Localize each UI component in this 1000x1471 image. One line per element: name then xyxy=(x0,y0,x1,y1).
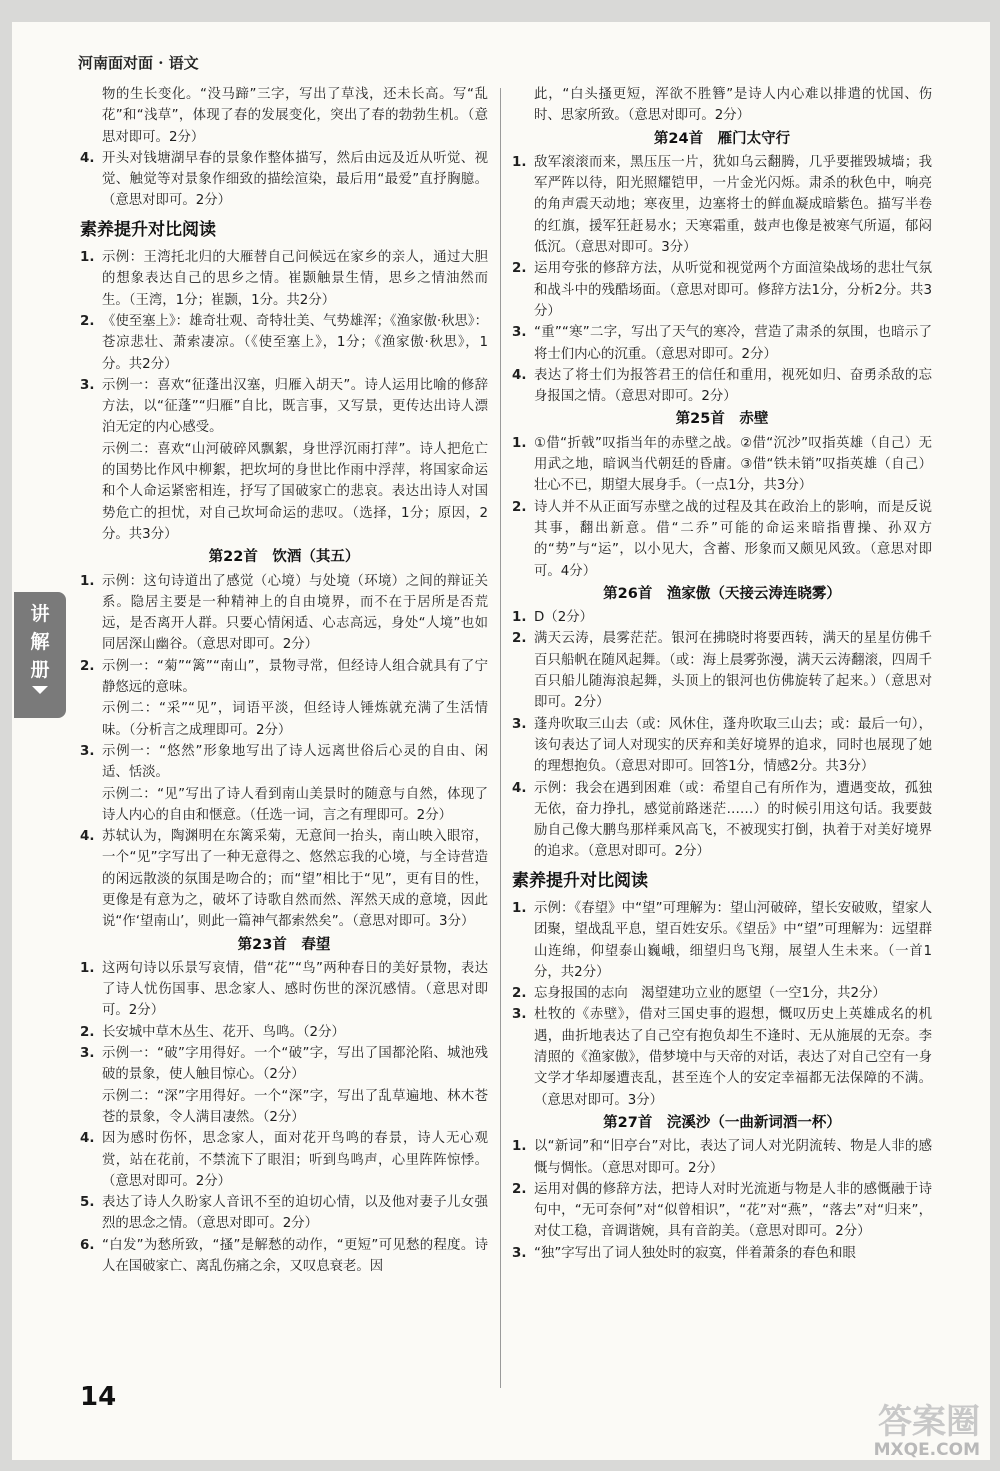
answer-item: 2. 满天云涛，晨雾茫茫。银河在拂晓时将要西转，满天的星星仿佛千百只船帆在随风起舞。（或：海上晨雾弥漫，满天云涛翻滚，四周千百只船儿随海浪起舞，头顶上的银河也仿佛旋转了起来。）（意思对即可。2分） xyxy=(512,631,932,711)
answer-item: 4. 表达了将士们为报答君王的信任和重用，视死如归、奋勇杀敌的忘身报国之情。（意思对即可。2分） xyxy=(512,367,932,405)
watermark-logo xyxy=(820,1404,980,1460)
answer-item: 3. 示例一：“破”字用得好。一个“破”字，写出了国都沦陷、城池残破的景象，使人触目惊心。（2分） xyxy=(80,1046,488,1083)
answer-example: 示例二：“采”“见”，词语平淡，但经诗人锤炼就充满了生活情味。（分析言之成理即可。2分） xyxy=(102,701,488,738)
answer-item: 1. 敌军滚滚而来，黑压压一片，犹如乌云翻腾，几乎要摧毁城墙；我军严阵以待，阳光照耀铠甲，一片金光闪烁。肃杀的秋色中，响亮的角声震天动地；寒夜里，边塞将士的鲜血凝成暗紫色。描写半卷的红旗，援军狂赶易水；天寒霜重，鼓声也像是被寒气所逼，郁闷低沉。（意思对即可。3分） xyxy=(512,154,932,256)
poem-title: 第23首 春望 xyxy=(237,936,331,953)
answer-item: 1. 示例：《春望》中“望”可理解为：望山河破碎，望长安破败，望家人团聚，望战乱平息，望百姓安乐。《望岳》中“望”可理解为：远望群山连绵，仰望泰山巍峨，细望归鸟飞翔，展望人生未来。（一首1分，共2分） xyxy=(512,900,932,980)
answer-item: 2. 运用对偶的修辞方法，把诗人对时光流逝与物是人非的感慨融于诗句中，“无可奈何”对“似曾相识”，“花”对“燕”，“落去”对“归来”，对仗工稳，音调谐婉，具有音韵美。（意思对即可。2分） xyxy=(512,1181,932,1240)
answer-item: 2. 示例一：“菊”“篱”“南山”，景物寻常，但经诗人组合就具有了宁静悠远的意味。 xyxy=(80,658,488,696)
answer-item: 4. 苏轼认为，陶渊明在东篱采菊，无意间一抬头，南山映入眼帘，一个“见”字写出了一种无意得之、悠然忘我的心境，与全诗营造的闲远散淡的氛围是吻合的；而“望”相比于“见”，更有目的性，更像是有意为之，破坏了诗歌自然而然、浑然天成的意境，因此说“作‘望南山’，则此一篇神气都索然矣”。（意思对即可。3分） xyxy=(80,829,488,930)
section-heading: 素养提升对比阅读 xyxy=(512,870,648,891)
poem-title: 第25首 赤壁 xyxy=(675,411,769,428)
answer-item: 4. 示例：我会在遇到困难（或：希望自己有所作为，遭遇变故，孤独无依，奋力挣扎，感觉前路迷茫……）的时候引用这句话。我要鼓励自己像大鹏鸟那样乘风高飞，不被现实打倒，执着于对美好境界的追求。（意思对即可。2分） xyxy=(512,780,932,860)
answer-item: 3. “独”字写出了词人独处时的寂寞，伴着萧条的春色和眼 xyxy=(512,1245,856,1261)
right-column xyxy=(512,84,932,1264)
answer-item: 3. “重”“寒”二字，写出了天气的寒冷，营造了肃杀的氛围，也暗示了将士们内心的沉重。（意思对即可。2分） xyxy=(512,325,932,362)
answer-item: 1. 以“新词”和“旧亭台”对比，表达了词人对光阴流转、物是人非的感慨与惆怅。（意思对即可。2分） xyxy=(512,1139,932,1176)
answer-item: 1. 示例：王湾托北归的大雁替自己问候远在家乡的亲人，通过大胆的想象表达自己的思乡之情。崔颢触景生情，思乡之情油然而生。（王湾，1分；崔颢，1分。共2分） xyxy=(80,250,488,308)
column-divider xyxy=(500,88,501,1388)
poem-title: 第26首 渔家傲（天接云涛连晓雾） xyxy=(603,585,841,602)
answer-item: 3. 杜牧的《赤壁》，借对三国史事的遐想，慨叹历史上英雄成名的机遇，曲折地表达了自己空有抱负却生不逢时、无从施展的无奈。李清照的《渔家傲》，借梦境中与天帝的对话，表达了对自己空有一身文学才华却屡遭丧乱，甚至连个人的安定幸福都无法保障的不满。（意思对即可。3分） xyxy=(512,1007,932,1108)
answer-item: 1. 示例：这句诗道出了感觉（心境）与处境（环境）之间的辩证关系。隐居主要是一种精神上的自由境界，而不在于居所是否荒远，是否离开人群。只要心情闲适、心志高远，身处“人境”也如同居深山幽谷。（意思对即可。2分） xyxy=(80,573,488,653)
answer-item: 2. 忘身报国的志向 渴望建功立业的愿望（一空1分，共2分） xyxy=(512,986,886,1002)
answer-item: 5. 表达了诗人久盼家人音讯不至的迫切心情，以及他对妻子儿女强烈的思念之情。（意思对即可。2分） xyxy=(80,1195,488,1232)
answer-item: 2. 诗人并不从正面写赤壁之战的过程及其在政治上的影响，而是反说其事，翻出新意。借“二乔”可能的命运来暗指曹操、孙双方的“势”与“运”，以小见大，含蓄、形象而又颇见风致。（意思对即可。4分） xyxy=(512,499,932,579)
answer-item: 4. 开头对钱塘湖早春的景象作整体描写，然后由远及近从听觉、视觉、触觉等对景象作细致的描绘渲染，最后用“最爱”直抒胸臆。（意思对即可。2分） xyxy=(80,150,488,209)
watermark-url: MXQE.COM xyxy=(873,1440,980,1460)
answer-item: 4. 因为感时伤怀，思念家人，面对花开鸟鸣的春景，诗人无心观赏，站在花前，不禁流下了眼泪；听到鸟鸣声，心里阵阵惊悸。（意思对即可。2分） xyxy=(80,1131,488,1189)
side-tab xyxy=(14,592,66,718)
poem-title: 第27首 浣溪沙（一曲新词酒一杯） xyxy=(603,1114,841,1131)
side-tab-char: 讲 xyxy=(30,603,50,625)
side-tab-char: 解 xyxy=(30,631,50,653)
poem-title: 第24首 雁门太守行 xyxy=(653,130,791,147)
side-tab-char: 册 xyxy=(30,659,50,681)
answer-example: 示例二：“深”字用得好。一个“深”字，写出了乱草遍地、林木苍苍的景象，令人满目凄然。（2分） xyxy=(102,1088,488,1125)
chevron-down-icon xyxy=(32,686,48,694)
answer-item: 1. D（2分） xyxy=(512,610,594,626)
answer-item: 1. 这两句诗以乐景写哀情，借“花”“鸟”两种春日的美好景物，表达了诗人忧伤国事、思念家人、感时伤世的深沉感情。（意思对即可。2分） xyxy=(80,960,488,1019)
answer-continuation: 此，“白头搔更短，浑欲不胜簪”是诗人内心难以排遣的忧国、伤时、思家所致。（意思对即可。2分） xyxy=(534,87,932,124)
page-number: 14 xyxy=(80,1382,117,1412)
section-heading: 素养提升对比阅读 xyxy=(80,219,216,240)
answer-item: 3. 示例一：喜欢“征蓬出汉塞，归雁入胡天”。诗人运用比喻的修辞方法，以“征蓬”“归雁”自比，既言事，又写景，更传达出诗人漂泊无定的内心感受。 xyxy=(80,377,488,436)
answer-item: 2. 运用夸张的修辞方法，从听觉和视觉两个方面渲染战场的悲壮气氛和战斗中的残酷场面。（意思对即可。修辞方法1分，分析2分。共3分） xyxy=(512,261,932,319)
answer-item: 2. 《使至塞上》：雄奇壮观、奇特壮美、气势雄浑；《渔家傲·秋思》：苍凉悲壮、萧索凄凉。（《使至塞上》，1分；《渔家傲·秋思》，1分。共2分） xyxy=(80,313,488,372)
answer-item: 1. ①借“折戟”叹指当年的赤壁之战。②借“沉沙”叹指英雄（自己）无用武之地，暗讽当代朝廷的昏庸。③借“铁未销”叹指英雄（自己）壮心不已，期望大展身手。（一点1分，共3分） xyxy=(512,435,932,494)
left-column xyxy=(80,84,488,1277)
answer-example: 示例二：喜欢“山河破碎风飘絮，身世浮沉雨打萍”。诗人把危亡的国势比作风中柳絮，把坎坷的身世比作雨中浮萍，将国家命运和个人命运紧密相连，抒写了国破家亡的悲哀。表达出诗人对国势危亡的担忧，对自己坎坷命运的悲叹。（选择，1分；原因，2分。共3分） xyxy=(102,441,488,542)
poem-title: 第22首 饮酒（其五） xyxy=(208,549,360,566)
running-header: 河南面对面 · 语文 xyxy=(78,54,199,72)
answer-item: 3. 示例一：“悠然”形象地写出了诗人远离世俗后心灵的自由、闲适、恬淡。 xyxy=(80,743,488,781)
answer-item: 2. 长安城中草木丛生、花开、鸟鸣。（2分） xyxy=(80,1024,345,1040)
answer-continuation: 物的生长变化。“没马蹄”三字，写出了草浅，还未长高。写“乱花”和“浅草”，体现了春的发展变化，突出了春的勃勃生机。（意思对即可。2分） xyxy=(102,87,488,145)
watermark-main: 答案圈 xyxy=(878,1402,980,1442)
answer-item: 6. “白发”为愁所致，“搔”是解愁的动作，“更短”可见愁的程度。诗人在国破家亡、离乱伤痛之余，又叹息衰老。因 xyxy=(80,1237,488,1275)
answer-item: 3. 蓬舟吹取三山去（或：风休住，蓬舟吹取三山去；或：最后一句），该句表达了词人对现实的厌弃和美好境界的追求，同时也展现了她的理想抱负。（意思对即可。回答1分，情感2分。共3分） xyxy=(512,716,932,775)
answer-example: 示例二：“见”写出了诗人看到南山美景时的随意与自然，体现了诗人内心的自由和惬意。（任选一词，言之有理即可。2分） xyxy=(102,786,488,823)
